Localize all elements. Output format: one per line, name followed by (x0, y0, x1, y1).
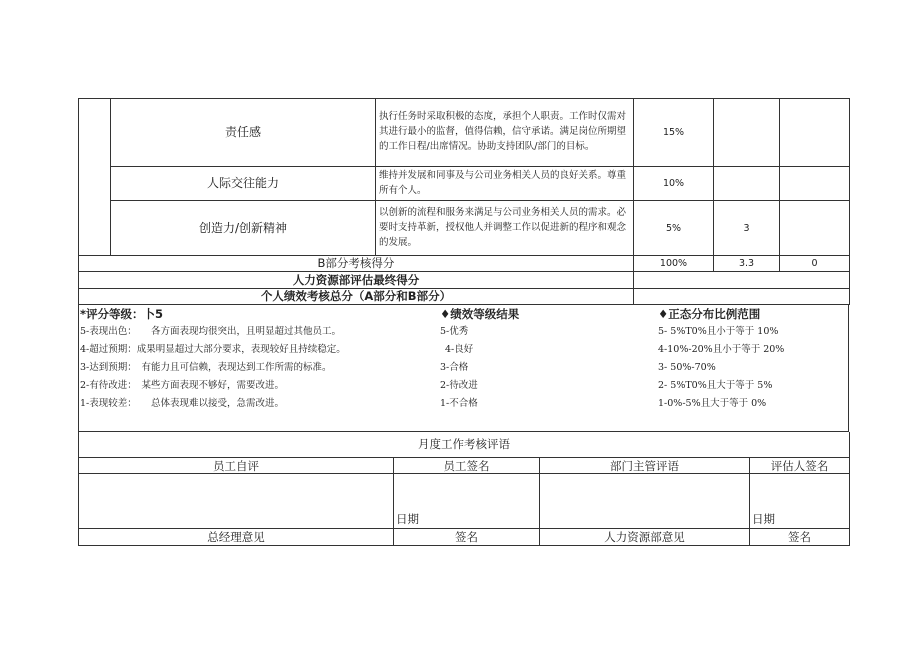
monthly-title: 月度工作考核评语 (79, 432, 850, 458)
criterion-score[interactable] (714, 99, 780, 167)
hr-opinion-label: 人力资源部意见 (540, 529, 750, 546)
table-row (79, 99, 850, 167)
gm-signature-label: 签名 (394, 529, 540, 546)
personal-total-row (79, 288, 850, 304)
criterion-description: 维持并发展和同事及与公司业务相关人员的良好关系。尊重所有个人。 (376, 167, 634, 201)
scale-grade: 5-优秀 (440, 325, 469, 337)
scale-definition: 3-达到预期： 有能力且可信赖，表现达到工作所需的标准。 (80, 361, 332, 373)
scale-header-mid: ♦绩效等级结果 (440, 306, 520, 321)
scale-row (79, 341, 850, 359)
scale-row (79, 359, 850, 377)
rating-scale-table (79, 305, 850, 431)
category-cell (79, 99, 111, 256)
criterion-weight: 10% (634, 167, 714, 201)
scale-distribution: 5- 5%T0%且小于等于 10% (658, 325, 779, 337)
scale-grade: 1-不合格 (440, 397, 478, 409)
scale-distribution: 4-10%-20%且小于等于 20% (658, 343, 785, 355)
scale-row (79, 323, 850, 341)
evaluation-form (78, 98, 849, 546)
scale-definition: 2-有待改进： 某些方面表现不够好，需要改进。 (80, 379, 285, 391)
hr-final-value[interactable] (634, 271, 850, 288)
criteria-table (78, 98, 850, 305)
monthly-input-row (79, 474, 850, 529)
approval-row (79, 529, 850, 546)
personal-total-label: 个人绩效考核总分（A部分和B部分） (79, 288, 634, 304)
b-total-score: 3.3 (714, 256, 780, 271)
table-row (79, 167, 850, 201)
evaluator-signature-header: 评估人签名 (750, 458, 850, 474)
criterion-weight: 5% (634, 201, 714, 256)
criterion-name: 人际交往能力 (111, 167, 376, 201)
employee-signature-header: 员工签名 (394, 458, 540, 474)
monthly-title-row (79, 432, 850, 458)
scale-header (79, 305, 850, 323)
monthly-header-row (79, 458, 850, 474)
supervisor-comment-field[interactable] (540, 474, 750, 529)
evaluator-signature-field[interactable] (750, 474, 850, 529)
hr-signature-label: 签名 (750, 529, 850, 546)
b-total-extra: 0 (780, 256, 850, 271)
scale-header-right: ♦正态分布比例范围 (658, 306, 761, 321)
scale-distribution: 1-0%-5%且大于等于 0% (658, 397, 767, 409)
criterion-description: 执行任务时采取积极的态度，承担个人职责。工作时仅需对其进行最小的监督，值得信赖，信守承诺。满足岗位所期望的工作日程/出席情况。协助支持团队/部门的目标。 (376, 99, 634, 167)
scale-distribution: 2- 5%T0%且大于等于 5% (658, 379, 773, 391)
criterion-name: 责任感 (111, 99, 376, 167)
date-label: 日期 (752, 511, 775, 526)
criterion-score[interactable]: 3 (714, 201, 780, 256)
criterion-weight: 15% (634, 99, 714, 167)
scale-definition: 4-超过预期：成果明显超过大部分要求，表现较好且持续稳定。 (80, 343, 346, 355)
b-total-row (79, 256, 850, 271)
criterion-extra[interactable] (780, 201, 850, 256)
b-total-weight: 100% (634, 256, 714, 271)
table-row (79, 201, 850, 256)
supervisor-comment-header: 部门主管评语 (540, 458, 750, 474)
criterion-extra[interactable] (780, 99, 850, 167)
criterion-name: 创造力/创新精神 (111, 201, 376, 256)
employee-signature-field[interactable] (394, 474, 540, 529)
scale-grade: 4-良好 (445, 343, 474, 355)
hr-final-label: 人力资源部评估最终得分 (79, 271, 634, 288)
criterion-score[interactable] (714, 167, 780, 201)
b-total-label: B部分考核得分 (79, 256, 634, 271)
rating-scale (78, 305, 849, 432)
monthly-review-table (78, 432, 850, 547)
scale-spacer (79, 413, 850, 431)
self-review-header: 员工自评 (79, 458, 394, 474)
personal-total-value[interactable] (634, 288, 850, 304)
scale-row (79, 395, 850, 413)
scale-definition: 1-表现较差： 总体表现难以接受，急需改进。 (80, 397, 285, 409)
scale-distribution: 3- 50%-70% (658, 361, 716, 373)
criterion-description: 以创新的流程和服务来满足与公司业务相关人员的需求。必要时支持革新，授权他人并调整工作以促进新的程序和观念的发展。 (376, 201, 634, 256)
scale-grade: 3-合格 (440, 361, 469, 373)
criterion-extra[interactable] (780, 167, 850, 201)
self-review-field[interactable] (79, 474, 394, 529)
date-label: 日期 (396, 511, 419, 526)
gm-opinion-label: 总经理意见 (79, 529, 394, 546)
scale-grade: 2-待改进 (440, 379, 478, 391)
hr-final-row (79, 271, 850, 288)
scale-row (79, 377, 850, 395)
scale-definition: 5-表现出色： 各方面表现均很突出，且明显超过其他员工。 (80, 325, 342, 337)
scale-header-left: *评分等级：卜5 (80, 306, 164, 321)
